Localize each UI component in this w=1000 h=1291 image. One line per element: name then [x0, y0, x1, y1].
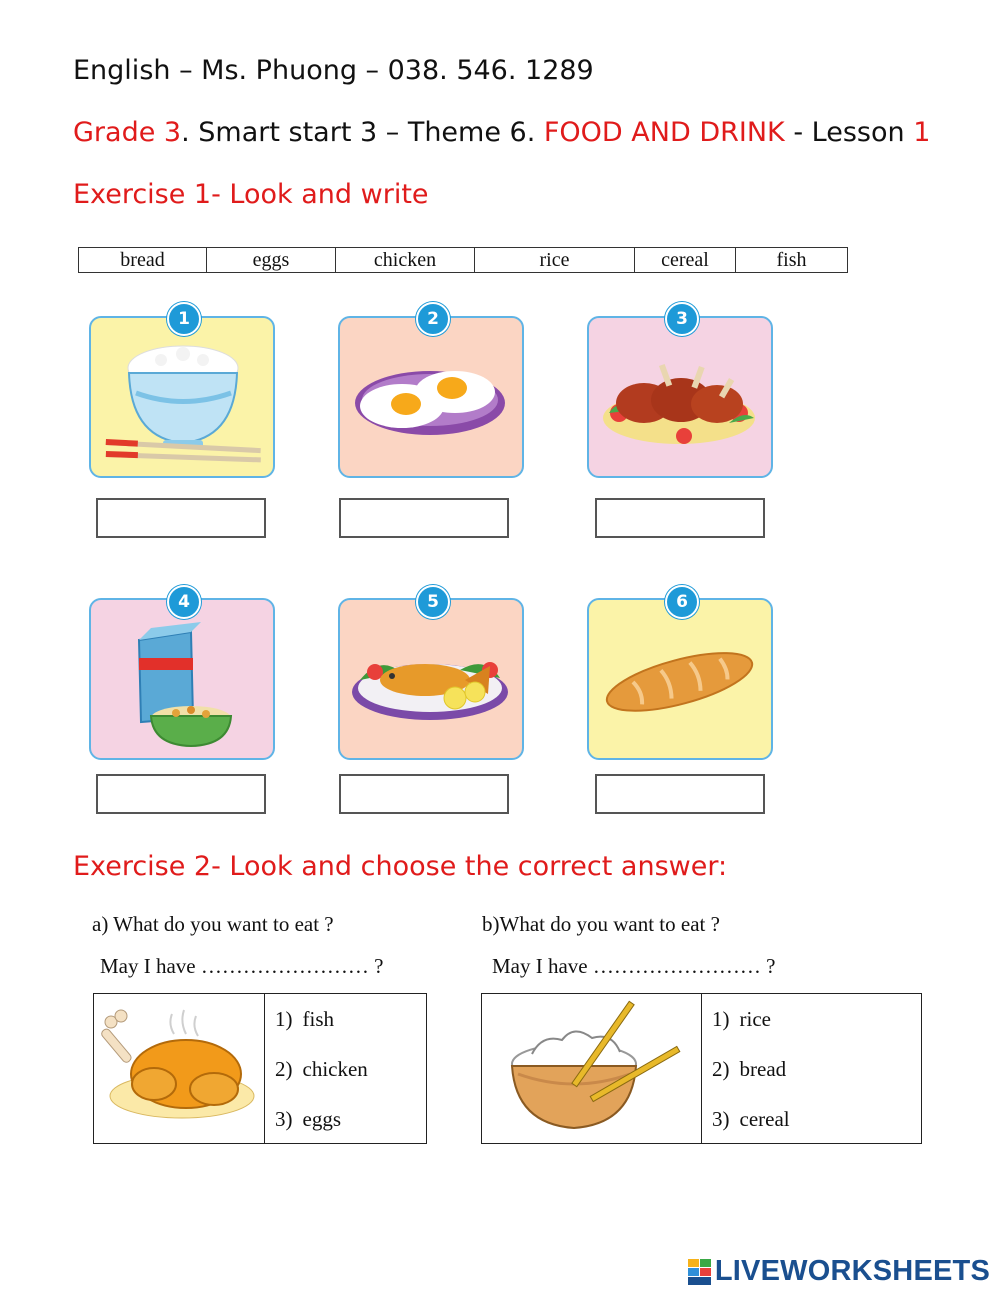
- number-badge-1: 1: [167, 302, 201, 336]
- answer-input-5[interactable]: [339, 774, 509, 814]
- option-label: cereal: [739, 1106, 790, 1131]
- option-chicken[interactable]: [275, 1044, 368, 1094]
- header-author-line: English – Ms. Phuong – 038. 546. 1289: [73, 55, 594, 86]
- header-lesson-line: [73, 117, 930, 148]
- picture-card-6: [587, 598, 773, 760]
- rice-bowl-icon: [482, 994, 700, 1142]
- word-bank-item: cereal: [635, 248, 736, 272]
- question-b-options: [702, 994, 790, 1143]
- roast-chicken-icon: [589, 318, 771, 476]
- picture-card-4: [89, 598, 275, 760]
- exercise1-title: Exercise 1- Look and write: [73, 179, 429, 210]
- question-b-picture: [482, 994, 702, 1143]
- option-eggs[interactable]: [275, 1094, 368, 1144]
- option-label: chicken: [302, 1056, 368, 1081]
- liveworksheets-logo-icon: [688, 1259, 712, 1285]
- cereal-icon: [91, 600, 273, 758]
- option-cereal[interactable]: [712, 1094, 790, 1144]
- answer-input-2[interactable]: [339, 498, 509, 538]
- question-b-text: b)What do you want to eat ?: [482, 912, 720, 936]
- option-number: 2): [712, 1056, 730, 1081]
- word-bank-item: eggs: [207, 248, 336, 272]
- picture-card-1: [89, 316, 275, 478]
- number-badge-4: 4: [167, 585, 201, 619]
- option-label: rice: [739, 1006, 771, 1031]
- option-number: 2): [275, 1056, 293, 1081]
- theme-title: FOOD AND DRINK: [543, 117, 785, 148]
- option-label: eggs: [302, 1106, 341, 1131]
- lesson-number: 1: [913, 117, 931, 148]
- liveworksheets-logo: [688, 1255, 990, 1288]
- option-number: 1): [275, 1006, 293, 1031]
- number-badge-2: 2: [416, 302, 450, 336]
- exercise2-title: Exercise 2- Look and choose the correct answer:: [73, 851, 728, 882]
- answer-input-3[interactable]: [595, 498, 765, 538]
- word-bank-item: rice: [475, 248, 635, 272]
- question-a-box: [93, 993, 427, 1144]
- picture-card-2: [338, 316, 524, 478]
- word-bank-item: fish: [776, 248, 807, 271]
- bread-loaf-icon: [589, 600, 771, 758]
- option-label: bread: [739, 1056, 787, 1081]
- answer-input-6[interactable]: [595, 774, 765, 814]
- picture-card-3: [587, 316, 773, 478]
- question-a-picture: [94, 994, 265, 1143]
- option-number: 1): [712, 1006, 730, 1031]
- grilled-fish-icon: [340, 600, 522, 758]
- question-a-prompt: May I have …………………… ?: [100, 954, 384, 978]
- number-badge-6: 6: [665, 585, 699, 619]
- option-number: 3): [712, 1106, 730, 1131]
- option-bread[interactable]: [712, 1044, 790, 1094]
- answer-input-4[interactable]: [96, 774, 266, 814]
- question-a-options: [265, 994, 368, 1143]
- option-label: fish: [302, 1006, 334, 1031]
- answer-input-1[interactable]: [96, 498, 266, 538]
- rice-bowl-icon: [91, 318, 273, 476]
- option-rice[interactable]: [712, 994, 790, 1044]
- book-theme-label: . Smart start 3 – Theme 6.: [181, 117, 544, 148]
- lesson-label: - Lesson: [784, 117, 914, 148]
- liveworksheets-logo-text: LIVEWORKSHEETS: [714, 1255, 990, 1287]
- word-bank: [78, 247, 848, 273]
- option-fish[interactable]: [275, 994, 368, 1044]
- word-bank-item: bread: [79, 248, 207, 272]
- question-b-prompt: May I have …………………… ?: [492, 954, 776, 978]
- question-b-box: [481, 993, 922, 1144]
- fried-eggs-icon: [340, 318, 522, 476]
- word-bank-item: chicken: [336, 248, 475, 272]
- number-badge-3: 3: [665, 302, 699, 336]
- question-a-text: a) What do you want to eat ?: [92, 912, 334, 936]
- number-badge-5: 5: [416, 585, 450, 619]
- option-number: 3): [275, 1106, 293, 1131]
- picture-card-5: [338, 598, 524, 760]
- grade-label: Grade 3: [73, 117, 182, 148]
- roast-chicken-icon: [94, 994, 263, 1142]
